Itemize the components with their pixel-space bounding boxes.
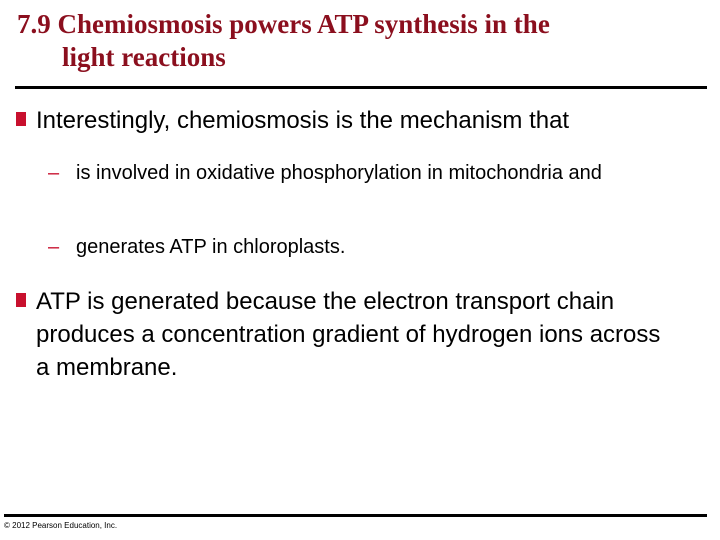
sub-bullet-1 xyxy=(48,159,688,187)
slide-title-line-1: 7.9 Chemiosmosis powers ATP synthesis in the xyxy=(17,9,550,39)
dash-bullet-icon: – xyxy=(48,236,60,258)
footer-divider xyxy=(4,514,707,517)
sub-bullet-1-text: is involved in oxidative phosphorylation in mitochondria and xyxy=(76,162,602,184)
square-bullet-icon xyxy=(16,112,26,126)
sub-bullet-2-text: generates ATP in chloroplasts. xyxy=(76,236,346,258)
sub-bullet-2 xyxy=(48,233,688,261)
bullet-2-text: ATP is generated because the electron transport chain produces a concentration gradient of hydrogen ions across a membrane. xyxy=(36,288,661,381)
bullet-2 xyxy=(16,285,666,384)
copyright-notice: © 2012 Pearson Education, Inc. xyxy=(4,521,118,530)
slide-title-line-2: light reactions xyxy=(62,42,226,72)
title-divider xyxy=(15,86,707,89)
bullet-1-text: Interestingly, chemiosmosis is the mechanism that xyxy=(36,107,570,134)
dash-bullet-icon: – xyxy=(48,162,60,184)
square-bullet-icon xyxy=(16,293,26,307)
bullet-1 xyxy=(16,104,676,137)
slide-title xyxy=(17,8,707,74)
